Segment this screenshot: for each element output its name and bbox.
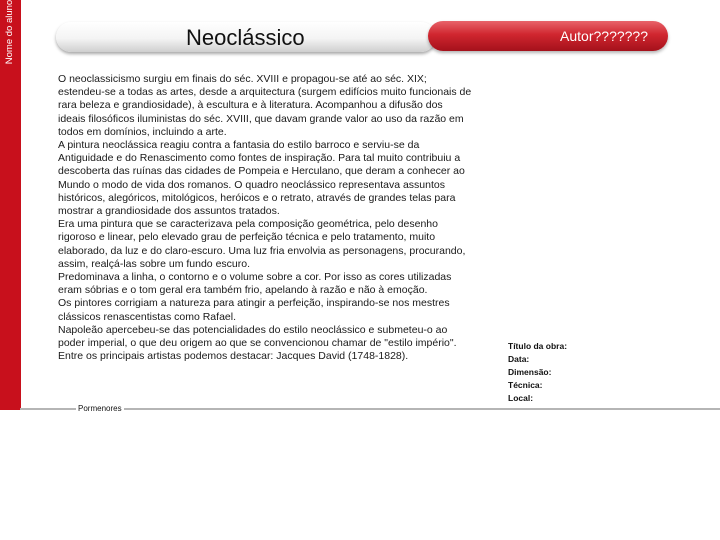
author-label: Autor???????	[560, 28, 648, 44]
paragraph: O neoclassicismo surgiu em finais do séc. XVIII e propagou-se até ao séc. XIX; estendeu-se a todas as artes, desde a arquitectura (surgem edifícios muito funcionais de rara beleza e grandiosidade), à escultura e à literatura. Acompanhou a difusão dos ideais filosóficos iluministas do séc. XVIII, que davam grande valor ao uso da razão em todos em domínios, incluindo a arte.	[58, 73, 472, 138]
paragraph: Os pintores corrigiam a natureza para atingir a perfeição, inspirando-se nos mestres clássicos renascentistas como Rafael.	[58, 297, 450, 323]
work-info	[508, 340, 567, 405]
paragraph: Entre os principais artistas podemos destacar: Jacques David (1748-1828).	[58, 350, 409, 363]
work-dimension-label: Dimensão:	[508, 367, 552, 377]
work-title-label: Título da obra:	[508, 341, 568, 351]
student-name-label: Nome do aluno	[4, 0, 15, 65]
body-text	[58, 73, 472, 363]
paragraph: A pintura neoclássica reagiu contra a fantasia do estilo barroco e serviu-se da Antiguidade e do Renascimento como fontes de inspiração. Para tal muito contribuiu a descoberta das ruínas das cidades de Pompeia e Herculano, que deram a conhecer ao Mundo o modo de vida dos romanos. O quadro neoclássico representava assuntos históricos, alegóricos, mitológicos, heróicos e o retrato, através de grandes telas para mostrar a grandiosidade dos assuntos tratados.	[58, 139, 465, 218]
author-banner	[428, 21, 668, 51]
work-date-label: Data:	[508, 354, 530, 364]
paragraph: Napoleão apercebeu-se das potencialidades do estilo neoclássico e submeteu-o ao poder imperial, o que deu origem ao que se convencionou chamar de "estilo império".	[58, 323, 457, 350]
paragraph: Era uma pintura que se caracterizava pela composição geométrica, pelo desenho rigoroso e linear, pelo elevado grau de perfeição técnica e pelo tratamento, muito elaborado, da luz e do claro-escuro. Uma luz fria envolvia as personagens, procurando, assim, realçá-las sobre um fundo escuro.	[58, 218, 466, 270]
work-technique-label: Técnica:	[508, 380, 543, 390]
work-location-label: Local:	[508, 393, 534, 403]
paragraph: Predominava a linha, o contorno e o volume sobre a cor. Por isso as cores utilizadas eram sóbrias e o tom geral era também frio, apelando à razão e não à emoção.	[58, 271, 452, 297]
details-label: Pormenores	[78, 404, 122, 413]
student-name-sidebar	[0, 0, 21, 410]
page-title: Neoclássico	[186, 25, 305, 50]
divider	[20, 408, 720, 410]
